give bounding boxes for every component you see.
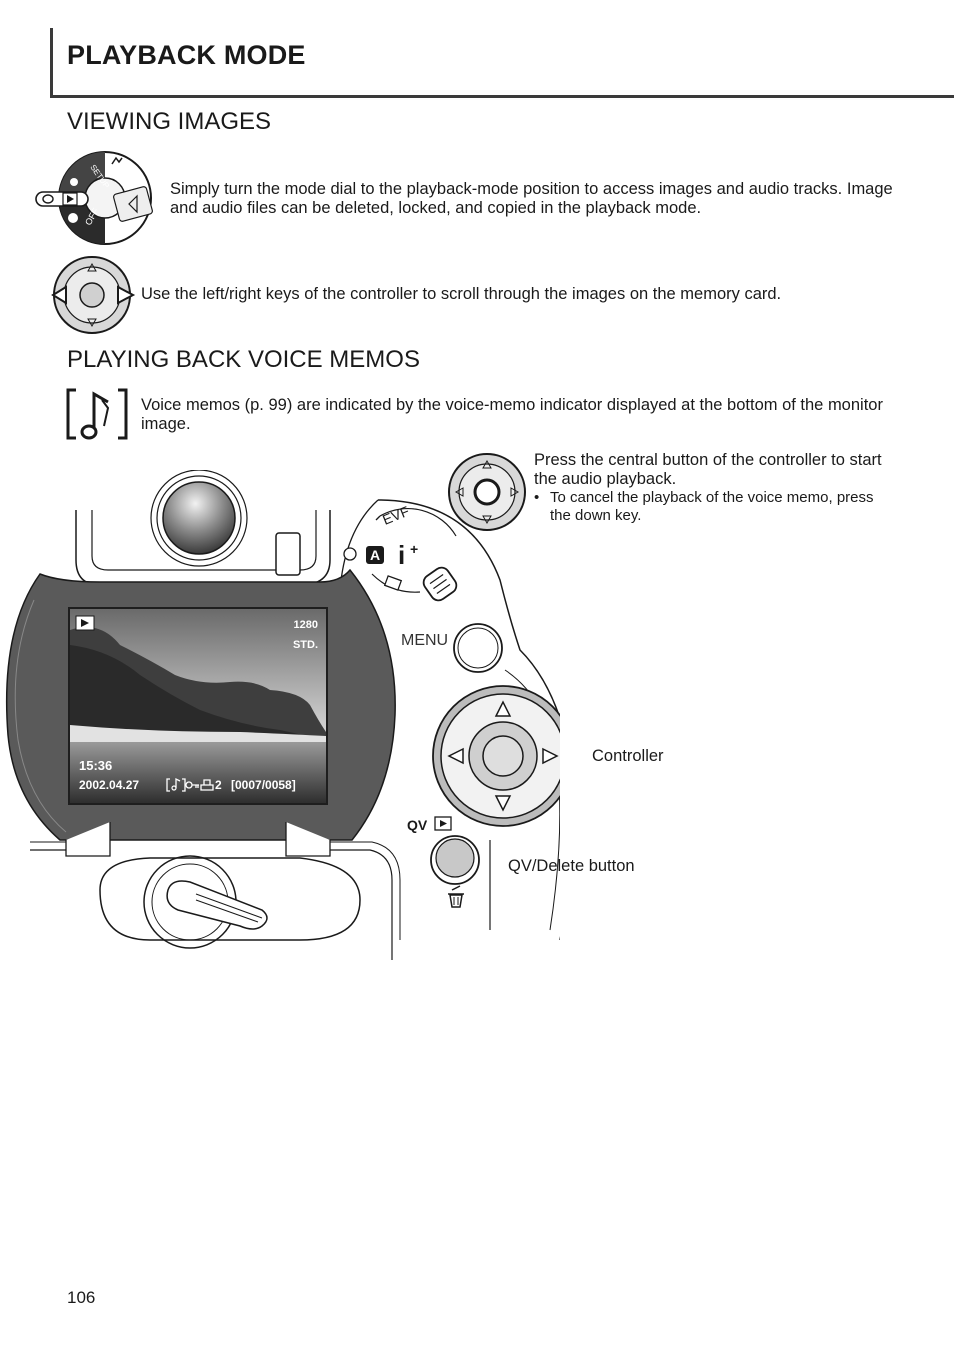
info-plus-label: + [410, 541, 419, 557]
controller-left-right-icon [50, 255, 136, 335]
menu-button[interactable] [454, 624, 502, 672]
page-number: 106 [67, 1288, 96, 1307]
trash-icon [448, 886, 464, 907]
dial-setup-label: SETUP [88, 162, 112, 190]
page-title: PLAYBACK MODE [67, 40, 306, 70]
bullet: • [534, 489, 540, 506]
mode-dial-icon [30, 150, 158, 250]
cancel-playback-text: To cancel the playback of the voice memo, press the down key. [550, 489, 874, 524]
controller-label: Controller [592, 747, 664, 765]
monitor-quality: STD. [292, 639, 318, 651]
header-rule-horizontal [50, 95, 954, 98]
central-button-text: Press the central button of the controller to start the audio playback. [534, 451, 882, 488]
monitor-display-icon [385, 576, 402, 590]
evf-label: EVF [380, 502, 412, 528]
auto-label: A [369, 547, 381, 563]
controller-center-button[interactable] [483, 736, 523, 776]
menu-label: MENU [401, 632, 449, 649]
info-display-icon: i [398, 540, 406, 570]
monitor-resolution: 1280 [293, 619, 318, 631]
controller-instruction-text: Use the left/right keys of the controller to scroll through the images on the memory card. [141, 285, 782, 303]
monitor-time: 15:36 [79, 758, 113, 773]
dial-off-label: OFF [83, 206, 101, 227]
monitor-frame-counter: [0007/0058] [231, 778, 296, 792]
monitor-print-count: 2 [215, 778, 222, 792]
section-heading-viewing: VIEWING IMAGES [67, 108, 272, 135]
camera-back-illustration [0, 470, 560, 970]
display-mode-switch[interactable] [421, 565, 460, 604]
qv-delete-label: QV/Delete button [508, 857, 635, 875]
voice-memo-text: Voice memos (p. 99) are indicated by the voice-memo indicator displayed at the bottom of the monitor image. [141, 396, 883, 433]
voice-memo-icon [64, 386, 130, 444]
dial-instruction-text: Simply turn the mode dial to the playback-mode position to access images and audio tracks. Image and audio files can be deleted, locked, and copied in the playback mode. [170, 180, 893, 217]
header-rule-vertical [50, 28, 53, 98]
section-heading-voice-memos: PLAYING BACK VOICE MEMOS [67, 346, 420, 373]
qv-label: QV [407, 817, 428, 833]
monitor-date: 2002.04.27 [79, 778, 140, 792]
